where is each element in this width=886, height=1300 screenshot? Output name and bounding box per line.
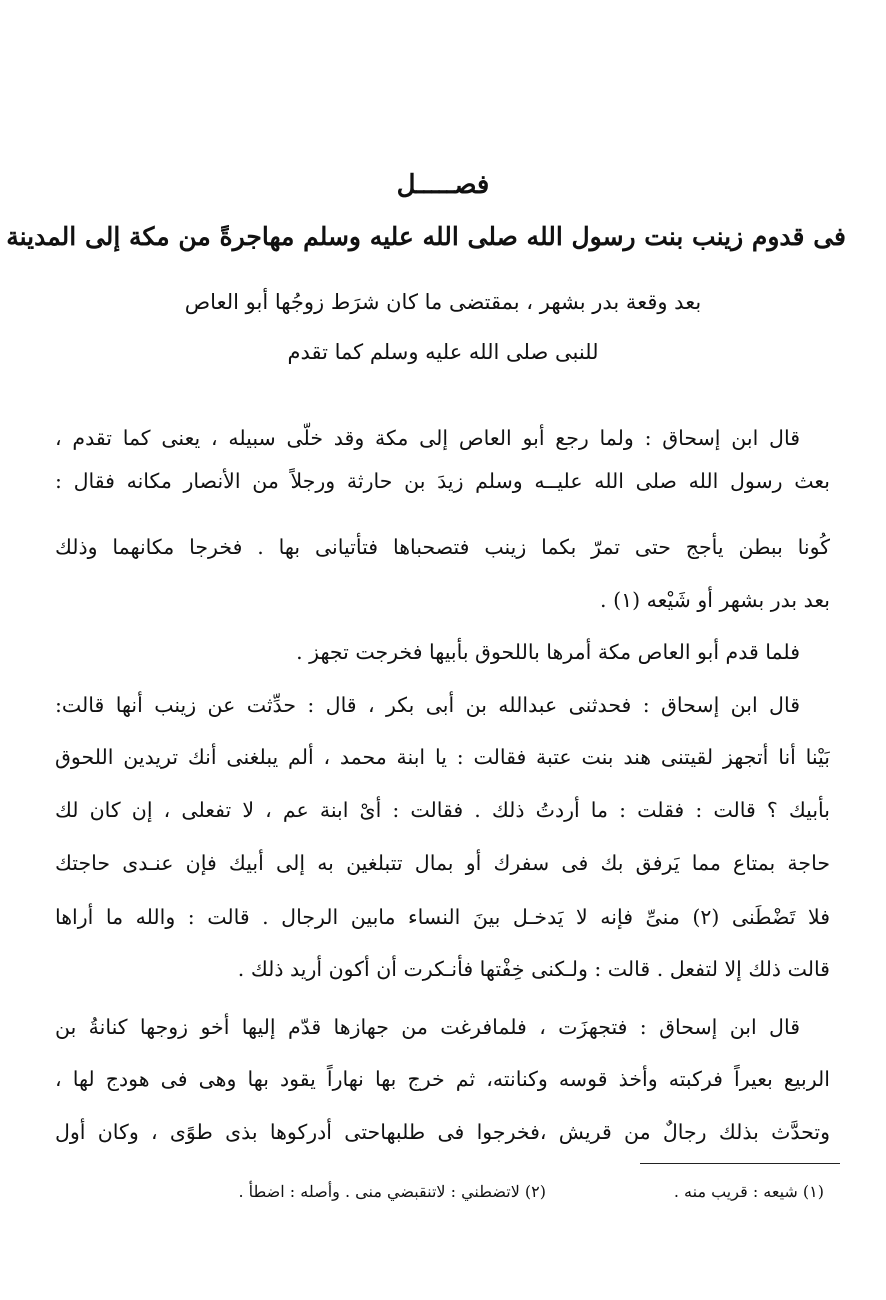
body-line: قال ابن إسحاق : فحدثنى عبدالله بن أبى بكر ، قال : حدِّثت عن زينب أنها قالت: xyxy=(55,693,800,717)
chapter-subtitle-line-1: بعد وقعة بدر بشهر ، بمقتضى ما كان شرَط زوجُها أبو العاص xyxy=(184,290,702,314)
footnote-1: (١) شيعه : قريب منه . xyxy=(673,1182,824,1201)
section-heading: فصـــــل xyxy=(396,170,490,200)
body-line: بَيْنا أنا أتجهز لقيتنى هند بنت عتبة فقالت : يا ابنة محمد ، ألم يبلغنى أنك تريدين اللحوق xyxy=(55,745,830,769)
body-line: فلما قدم أبو العاص مكة أمرها باللحوق بأبيها فخرجت تجهز . xyxy=(296,640,800,664)
body-line: قال ابن إسحاق : فتجهزَت ، فلمافرغت من جهازها قدّم إليها أخو زوجها كنانةُ بن xyxy=(55,1015,800,1039)
body-line: قال ابن إسحاق : ولما رجع أبو العاص إلى مكة وقد خلّى سبيله ، يعنى كما تقدم ، xyxy=(55,426,800,450)
body-line: حاجة بمتاع مما يَرفق بك فى سفرك أو بمال تتبلغين به إلى أبيك فإن عنـدى حاجتك xyxy=(55,851,830,875)
chapter-title: فى قدوم زينب بنت رسول الله صلى الله عليه وسلم مهاجرةً من مكة إلى المدينة xyxy=(6,222,846,251)
body-line: فلا تَضْطَنى (٢) منىِّ فإنه لا يَدخـل بينَ النساء مابين الرجال . قالت : والله ما أراها xyxy=(55,905,830,929)
body-line: بعث رسول الله صلى الله عليــه وسلم زيدَ بن حارثة ورجلاً من الأنصار مكانه فقال : xyxy=(55,469,830,493)
body-line: بعد بدر بشهر أو شَيْعه (١) . xyxy=(600,588,830,612)
body-line: قالت ذلك إلا لتفعل . قالت : ولـكنى خِفْتها فأنـكرت أن أكون أريد ذلك . xyxy=(237,957,830,981)
body-line: الربيع بعيراً فركبته وأخذ قوسه وكنانته، ثم خرج بها نهاراً يقود بها وهى فى هودج لها ، xyxy=(55,1067,830,1091)
chapter-subtitle-line-2: للنبى صلى الله عليه وسلم كما تقدم xyxy=(287,340,599,364)
footnote-2: (٢) لاتضطني : لاتنقبضي منى . وأصله : اضطأ . xyxy=(238,1182,546,1201)
footnote-divider xyxy=(640,1163,840,1164)
body-line: بأبيك ؟ قالت : فقلت : ما أردتُ ذلك . فقالت : أىْ ابنة عم ، لا تفعلى ، إن كان لك xyxy=(55,798,830,822)
body-line: وتحدَّث بذلك رجالٌ من قريش ،فخرجوا فى طلبهاحتى أدركوها بذى طوًى ، وكان أول xyxy=(55,1120,830,1144)
body-line: كُونا ببطن يأجج حتى تمرّ بكما زينب فتصحباها فتأتيانى بها . فخرجا مكانهما وذلك xyxy=(55,535,830,559)
